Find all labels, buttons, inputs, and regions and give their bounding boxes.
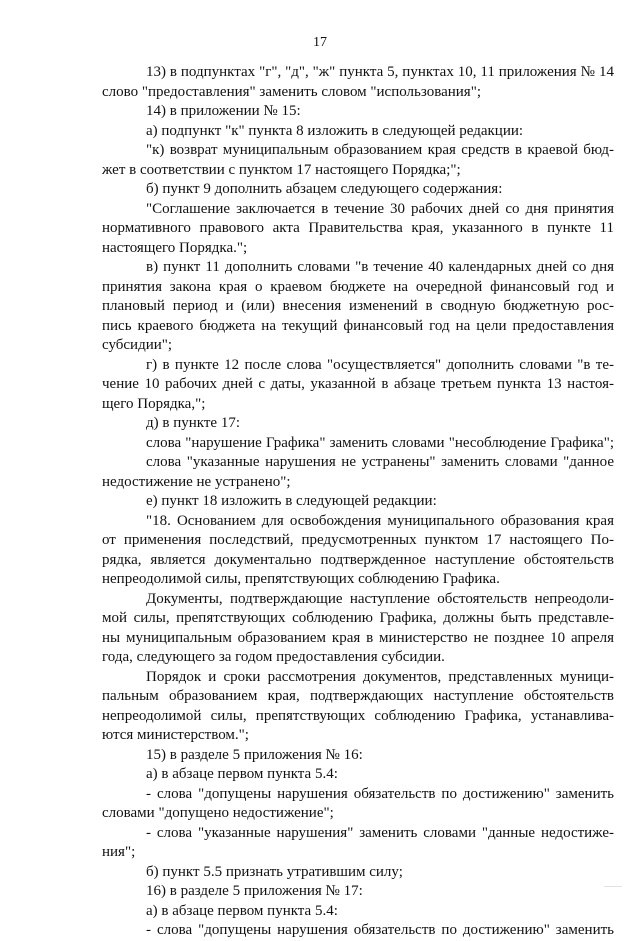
text-line: 13) в подпунктах "г", "д", "ж" пункта 5, пунктах 10, 11 приложения № 14 xyxy=(146,64,614,80)
text-line: непреодолимой силы, препятствующих соблюдению Графика. xyxy=(102,571,500,587)
text-line: словами "допущено недостижение"; xyxy=(102,805,334,821)
text-line: д) в пункте 17: xyxy=(146,415,240,431)
text-line: Порядок и сроки рассмотрения документов, представленных муници- xyxy=(146,668,614,685)
text-line: слово "предоставления" заменить словом "использования"; xyxy=(102,83,481,100)
text-line: 16) в разделе 5 приложения № 17: xyxy=(146,883,363,899)
text-line: рядка, является документально подтвержденное наступление обстоятельств xyxy=(102,551,614,568)
text-line: а) подпункт "к" пункта 8 изложить в следующей редакции: xyxy=(146,122,524,139)
text-line: настоящего Порядка."; xyxy=(102,239,248,256)
text-line: - слова "допущены нарушения обязательств по достижению" заменить xyxy=(146,922,614,938)
text-line: - слова "указанные нарушения" заменить словами "данные недостиже- xyxy=(146,824,614,841)
text-line: б) пункт 9 дополнить абзацем следующего содержания: xyxy=(146,181,503,197)
text-line: пальным образованием края, подтверждающих наступление обстоятельств xyxy=(102,688,614,704)
text-line: ются министерством."; xyxy=(102,727,249,743)
text-line: е) пункт 18 изложить в следующей редакции: xyxy=(146,493,437,509)
text-line: года, следующего за годом предоставления субсидии. xyxy=(102,649,445,665)
document-body xyxy=(102,63,614,941)
text-line: пись краевого бюджета на текущий финансовый год на цели предоставления xyxy=(102,317,614,334)
text-line: мой силы, препятствующих соблюдению Графика, должны быть представле- xyxy=(102,610,614,626)
text-line: б) пункт 5.5 признать утратившим силу; xyxy=(146,863,403,880)
text-line: нормативного правового акта Правительства края, указанного в пункте 11 xyxy=(102,220,614,236)
text-line: 14) в приложении № 15: xyxy=(146,103,301,119)
text-line: слова "нарушение Графика" заменить словами "несоблюдение Графика"; xyxy=(146,434,614,451)
text-line: а) в абзаце первом пункта 5.4: xyxy=(146,766,338,782)
text-line: недостижение не устранено"; xyxy=(102,473,291,490)
text-line: жет в соответствии с пунктом 17 настоящего Порядка;"; xyxy=(102,161,461,178)
scan-mark xyxy=(604,886,622,891)
text-line: "к) возврат муниципальным образованием края средств в краевой бюд- xyxy=(146,142,614,158)
text-line: в) пункт 11 дополнить словами "в течение 40 календарных дней со дня xyxy=(146,259,614,275)
text-line: непреодолимой силы, препятствующих соблюдению Графика, устанавлива- xyxy=(102,707,614,724)
text-line: от применения последствий, предусмотренных пунктом 17 настоящего По- xyxy=(102,532,614,548)
text-line: г) в пункте 12 после слова "осуществляется" дополнить словами "в те- xyxy=(146,356,614,373)
text-line: "18. Основанием для освобождения муниципального образования края xyxy=(146,512,614,529)
text-line: Документы, подтверждающие наступление обстоятельств непреодоли- xyxy=(146,590,614,607)
text-line: субсидии"; xyxy=(102,337,173,353)
text-line: а) в абзаце первом пункта 5.4: xyxy=(146,902,338,919)
text-line: - слова "допущены нарушения обязательств по достижению" заменить xyxy=(146,785,614,802)
text-line: принятия закона края о краевом бюджете на очередной финансовый год и xyxy=(102,278,614,295)
text-line: плановый период и (или) внесения изменений в сводную бюджетную рос- xyxy=(102,298,614,314)
text-line: "Соглашение заключается в течение 30 рабочих дней со дня принятия xyxy=(146,200,614,217)
page-number: 17 xyxy=(313,35,327,50)
text-line: ны муниципальным образованием края в министерство не позднее 10 апреля xyxy=(102,629,614,646)
text-line: слова "указанные нарушения не устранены" заменить словами "данное xyxy=(146,454,614,470)
text-line: чение 10 рабочих дней с даты, указанной в абзаце третьем пункта 13 настоя- xyxy=(102,376,614,392)
text-line: щего Порядка,"; xyxy=(102,395,206,412)
text-line: ния"; xyxy=(102,844,136,860)
text-line: 15) в разделе 5 приложения № 16: xyxy=(146,746,363,763)
